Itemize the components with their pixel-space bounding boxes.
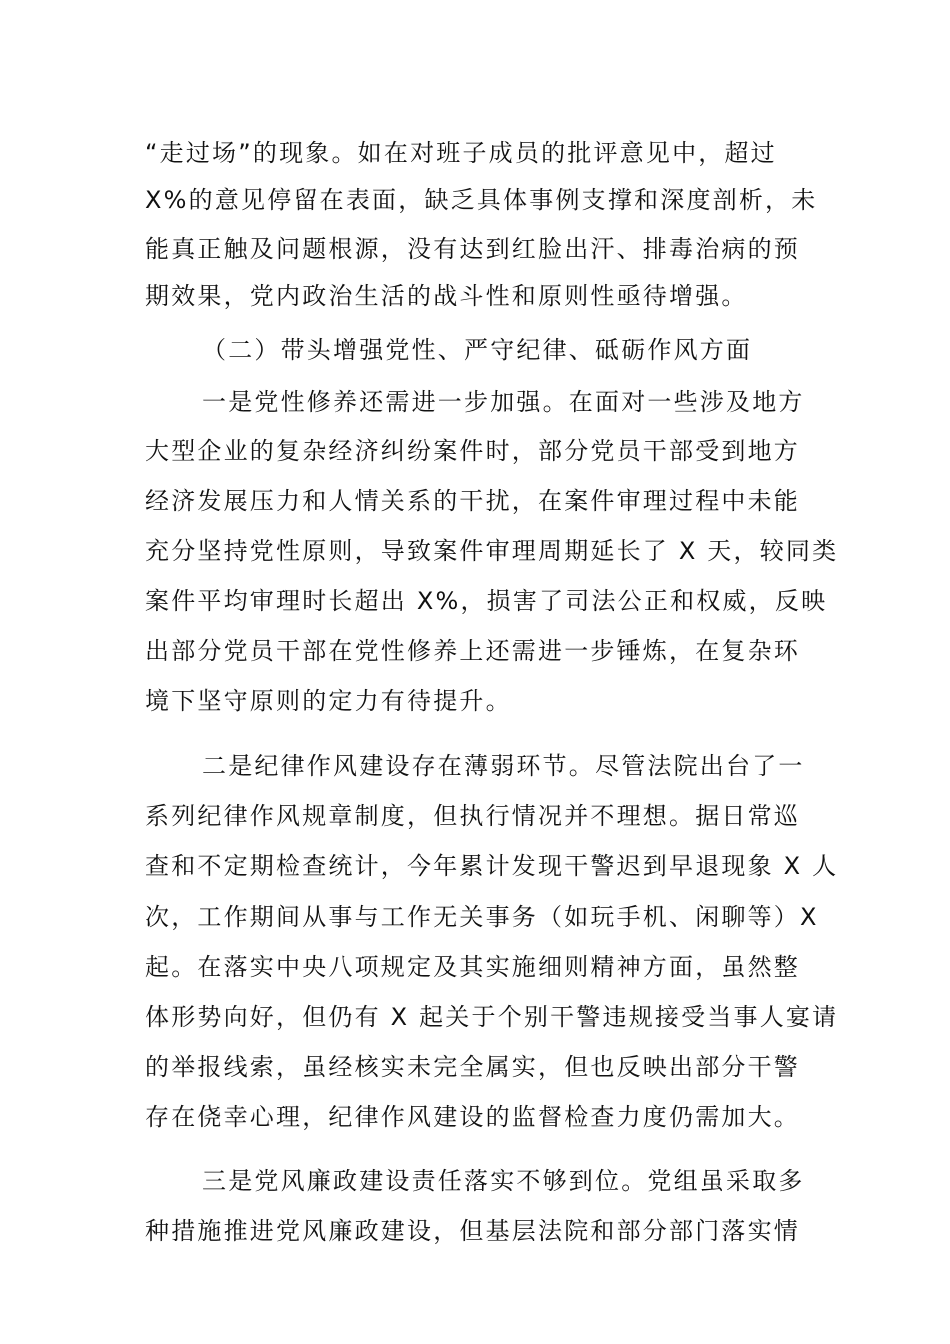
text-line: 存在侥幸心理，纪律作风建设的监督检查力度仍需加大。 bbox=[145, 1103, 800, 1131]
text-line: 期效果，党内政治生活的战斗性和原则性亟待增强。 bbox=[145, 282, 748, 310]
text-line: X%的意见停留在表面，缺乏具体事例支撑和深度剖析，未 bbox=[145, 186, 818, 214]
text-line: 充分坚持党性原则，导致案件审理周期延长了 X 天，较同类 bbox=[145, 537, 839, 565]
text-line: 体形势向好，但仍有 X 起关于个别干警违规接受当事人宴请 bbox=[145, 1003, 839, 1031]
text-line: 种措施推进党风廉政建设，但基层法院和部分部门落实情 bbox=[145, 1217, 800, 1245]
text-line: 能真正触及问题根源，没有达到红脸出汗、排毒治病的预 bbox=[145, 235, 800, 263]
text-line: 境下坚守原则的定力有待提升。 bbox=[145, 687, 512, 715]
text-line: 起。在落实中央八项规定及其实施细则精神方面，虽然整 bbox=[145, 953, 800, 981]
text-line: 的举报线索，虽经核实未完全属实，但也反映出部分干警 bbox=[145, 1053, 800, 1081]
paragraph-first-line: 二是纪律作风建设存在薄弱环节。尽管法院出台了一 bbox=[202, 752, 805, 780]
text-line: 系列纪律作风规章制度，但执行情况并不理想。据日常巡 bbox=[145, 802, 800, 830]
text-line: 查和不定期检查统计，今年累计发现干警迟到早退现象 X 人 bbox=[145, 852, 839, 880]
text-line: “走过场”的现象。如在对班子成员的批评意见中，超过 bbox=[145, 139, 777, 167]
section-heading: （二）带头增强党性、严守纪律、砥砺作风方面 bbox=[202, 336, 753, 364]
paragraph-first-line: 三是党风廉政建设责任落实不够到位。党组虽采取多 bbox=[202, 1167, 805, 1195]
text-line: 出部分党员干部在党性修养上还需进一步锤炼，在复杂环 bbox=[145, 637, 800, 665]
text-line: 次，工作期间从事与工作无关事务（如玩手机、闲聊等）X bbox=[145, 903, 819, 931]
text-line: 案件平均审理时长超出 X%，损害了司法公正和权威，反映 bbox=[145, 587, 828, 615]
text-line: 经济发展压力和人情关系的干扰，在案件审理过程中未能 bbox=[145, 487, 800, 515]
text-line: 大型企业的复杂经济纠纷案件时，部分党员干部受到地方 bbox=[145, 437, 800, 465]
paragraph-first-line: 一是党性修养还需进一步加强。在面对一些涉及地方 bbox=[202, 388, 805, 416]
